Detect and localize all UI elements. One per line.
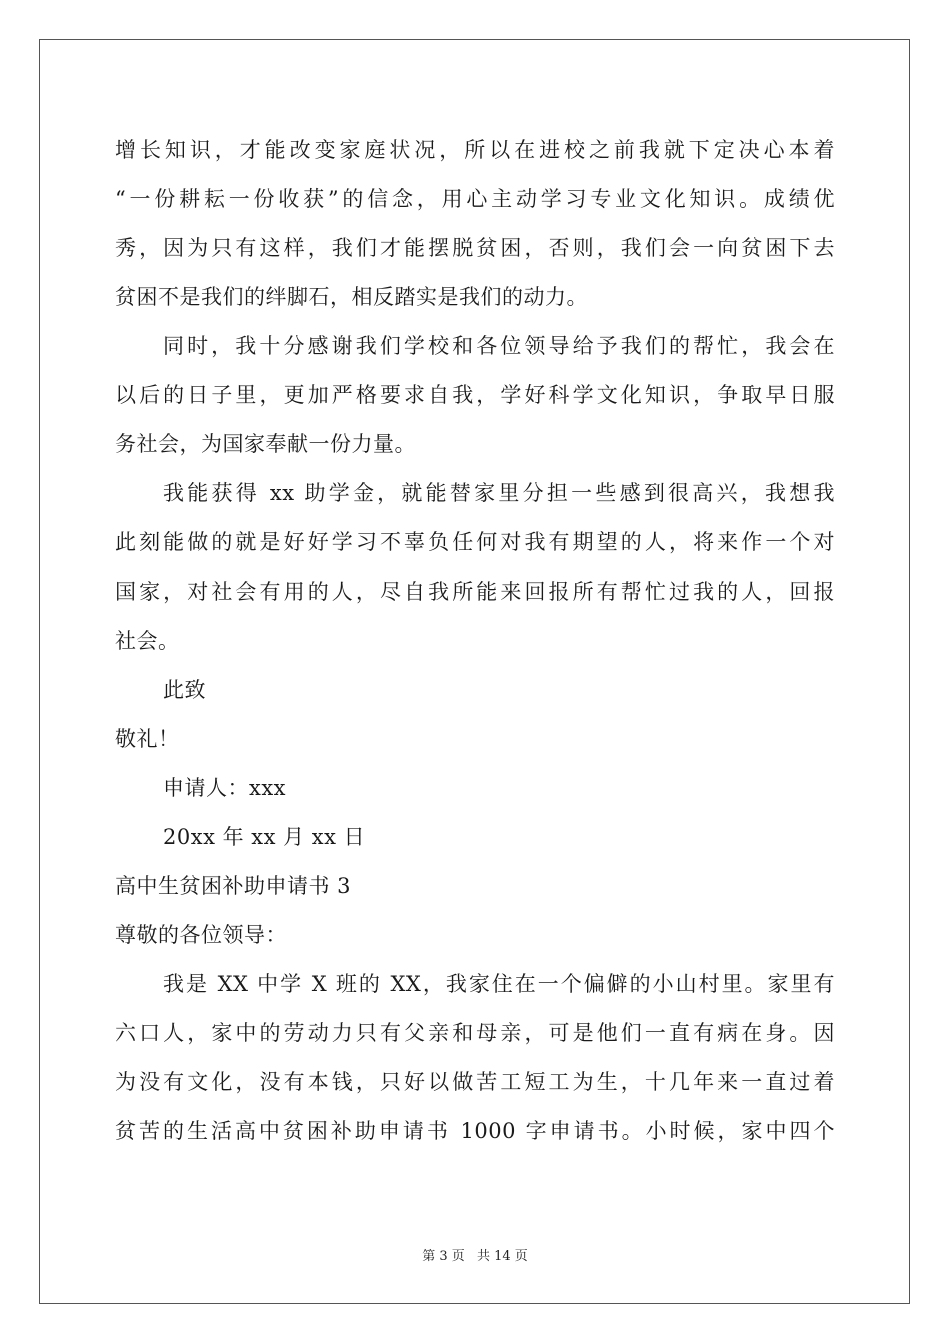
body-line: 此刻能做的就是好好学习不辜负任何对我有期望的人，将来作一个对	[115, 530, 835, 554]
closing-line: 此致	[163, 678, 206, 702]
body-line: 社会。	[115, 629, 180, 653]
page-footer	[0, 1248, 950, 1266]
body-line: 六口人，家中的劳动力只有父亲和母亲，可是他们一直有病在身。因	[115, 1021, 835, 1045]
salutation-line: 敬礼！	[115, 727, 180, 751]
body-line: 同时，我十分感谢我们学校和各位领导给予我们的帮忙，我会在	[163, 334, 835, 358]
body-line: 贫苦的生活高中贫困补助申请书 1000 字申请书。小时候，家中四个	[115, 1119, 835, 1143]
applicant-line: 申请人：xxx	[163, 776, 287, 800]
body-line: 国家，对社会有用的人，尽自我所能来回报所有帮忙过我的人，回报	[115, 580, 835, 604]
body-line: 务社会，为国家奉献一份力量。	[115, 432, 416, 456]
body-line: 我能获得 xx 助学金，就能替家里分担一些感到很高兴，我想我	[163, 481, 835, 505]
date-line: 20xx 年 xx 月 xx 日	[163, 825, 366, 849]
body-line: 为没有文化，没有本钱，只好以做苦工短工为生，十几年来一直过着	[115, 1070, 835, 1094]
greeting-line: 尊敬的各位领导：	[115, 923, 287, 947]
body-line: 贫困不是我们的绊脚石，相反踏实是我们的动力。	[115, 285, 588, 309]
body-line: 秀，因为只有这样，我们才能摆脱贫困，否则，我们会一向贫困下去	[115, 236, 835, 260]
body-line: “一份耕耘一份收获”的信念，用心主动学习专业文化知识。成绩优	[115, 187, 835, 211]
body-line: 以后的日子里，更加严格要求自我，学好科学文化知识，争取早日服	[115, 383, 835, 407]
body-line: 我是 XX 中学 X 班的 XX，我家住在一个偏僻的小山村里。家里有	[163, 972, 835, 996]
page-frame	[39, 39, 910, 1304]
page-total: 共 14 页	[476, 1249, 528, 1264]
section-title: 高中生贫困补助申请书 3	[115, 874, 352, 898]
page-number: 第 3 页	[422, 1249, 465, 1264]
body-line: 增长知识，才能改变家庭状况，所以在进校之前我就下定决心本着	[115, 138, 835, 162]
